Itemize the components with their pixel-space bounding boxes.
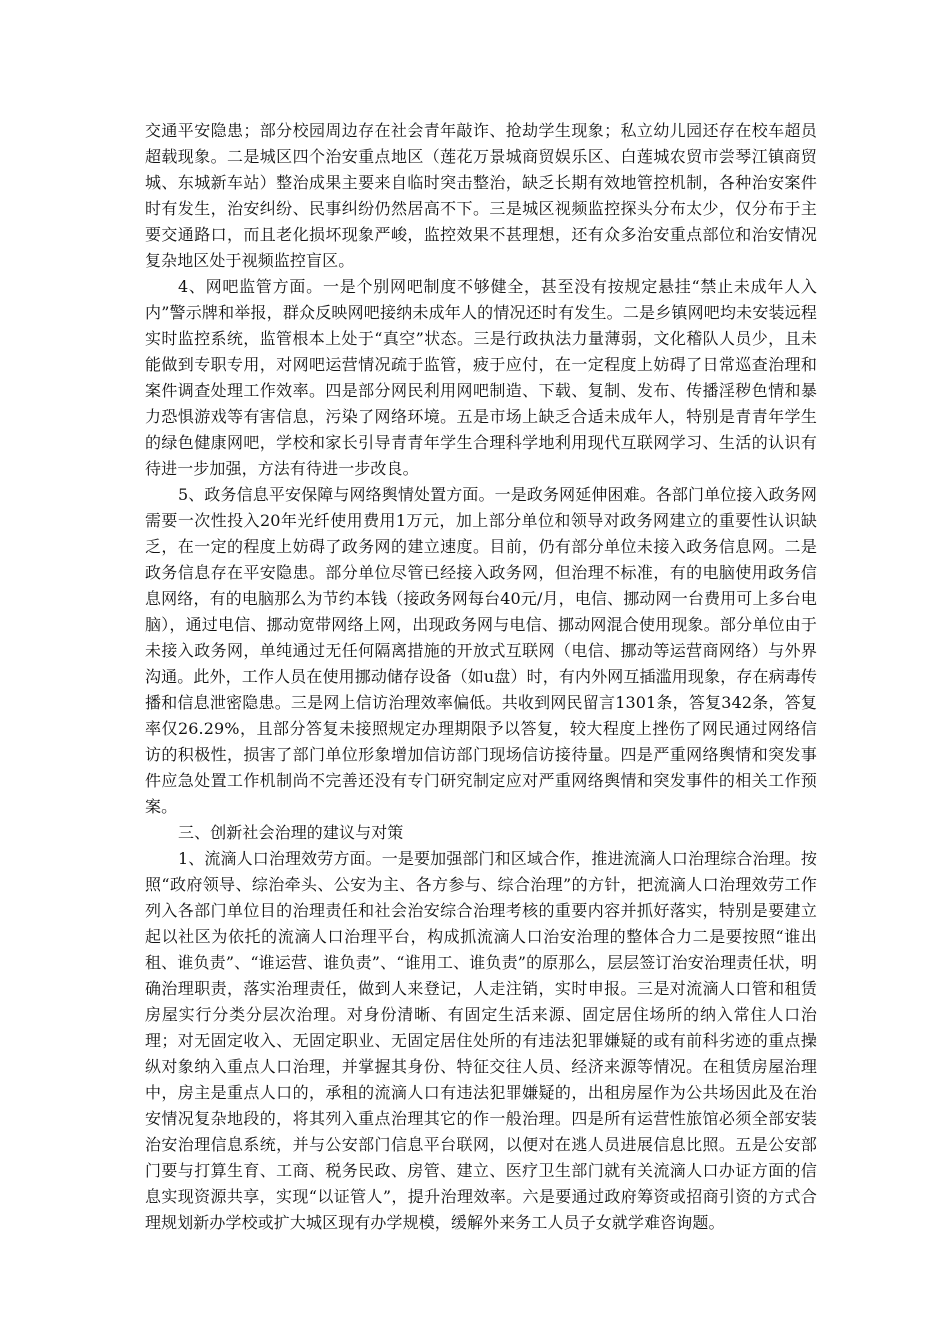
document-body bbox=[145, 118, 817, 1236]
paragraph-floating-population-service: 1、流滴人口治理效劳方面。一是要加强部门和区域合作，推进流滴人口治理综合治理。按照“政府领导、综治牵头、公安为主、各方参与、综合治理”的方针，把流滴人口治理效劳工作列入各部门单位目的治理责任和社会治安综合治理考核的重要内容并抓好落实，特别是要建立起以社区为依托的流滴人口治理平台，构成抓流滴人口治安治理的整体合力二是要按照“谁出租、谁负责”、“谁运营、谁负责”、“谁用工、谁负责”的原那么，层层签订治安治理责任状，明确治理职责，落实治理责任，做到人来登记，人走注销，实时申报。三是对流滴人口管和租赁房屋实行分类分层次治理。对身份清晰、有固定生活来源、固定居住场所的纳入常住人口治理；对无固定收入、无固定职业、无固定居住处所的有违法犯罪嫌疑的或有前科劣迹的重点操纵对象纳入重点人口治理，并掌握其身份、特征交往人员、经济来源等情况。在租赁房屋治理中，房主是重点人口的，承租的流滴人口有违法犯罪嫌疑的，出租房屋作为公共场因此及在治安情况复杂地段的，将其列入重点治理其它的作一般治理。四是所有运营性旅馆必须全部安装治安治理信息系统，并与公安部门信息平台联网，以便对在逃人员进展信息比照。五是公安部门要与打算生育、工商、税务民政、房管、建立、医疗卫生部门就有关流滴人口办证方面的信息实现资源共享，实现“以证管人”，提升治理效率。六是要通过政府筹资或招商引资的方式合理规划新办学校或扩大城区现有办学规模，缓解外来务工人员子女就学难咨询题。 bbox=[145, 849, 817, 1232]
paragraph-internet-cafe-supervision: 4、网吧监管方面。一是个别网吧制度不够健全，甚至没有按规定悬挂“禁止未成年人入内”警示牌和举报，群众反映网吧接纳未成年人的情况还时有发生。二是乡镇网吧均未安装远程实时监控系统，监管根本上处于“真空”状态。三是行政执法力量薄弱，文化稽队人员少，且未能做到专职专用，对网吧运营情况疏于监管，疲于应付，在一定程度上妨碍了日常巡查治理和案件调查处理工作效率。四是部分网民利用网吧制造、下载、复制、发布、传播淫秽色情和暴力恐惧游戏等有害信息，污染了网络环境。五是市场上缺乏合适未成年人，特别是青青年学生的绿色健康网吧，学校和家长引导青青年学生合理科学地利用现代互联网学习、生活的认识有待进一步加强，方法有待进一步改良。 bbox=[145, 277, 817, 478]
paragraph-public-order-hazards: 交通平安隐患；部分校园周边存在社会青年敲诈、抢劫学生现象；私立幼儿园还存在校车超员超载现象。二是城区四个治安重点地区（莲花万景城商贸娱乐区、白莲城农贸市尝琴江镇商贸城、东城新车站）整治成果主要来自临时突击整治，缺乏长期有效地管控机制，各种治安案件时有发生，治安纠纷、民事纠纷仍然居高不下。三是城区视频监控探头分布太少，仅分布于主要交通路口，而且老化损坏现象严峻，监控效果不甚理想，还有众多治安重点部位和治安情况复杂地区处于视频监控盲区。 bbox=[145, 121, 817, 270]
section-heading-suggestions: 三、创新社会治理的建议与对策 bbox=[178, 823, 404, 842]
paragraph-government-info-security: 5、政务信息平安保障与网络舆情处置方面。一是政务网延伸困难。各部门单位接入政务网需要一次性投入20年光纤使用费用1万元，加上部分单位和领导对政务网建立的重要性认识缺乏，在一定的程度上妨碍了政务网的建立速度。目前，仍有部分单位未接入政务信息网。二是政务信息存在平安隐患。部分单位尽管已经接入政务网，但治理不标准，有的电脑使用政务信息网络，有的电脑那么为节约本钱（接政务网每台40元/月，电信、挪动网一台费用可上多台电脑），通过电信、挪动宽带网络上网，出现政务网与电信、挪动网混合使用现象。部分单位由于未接入政务网，单纯通过无任何隔离措施的开放式互联网（电信、挪动等运营商网络）与外界沟通。此外，工作人员在使用挪动储存设备（如u盘）时，有内外网互插滥用现象，存在病毒传播和信息泄密隐患。三是网上信访治理效率偏低。共收到网民留言1301条，答复342条，答复率仅26.29%，且部分答复未接照规定办理期限予以答复，较大程度上挫伤了网民通过网络信访的积极性，损害了部门单位形象增加信访部门现场信访接待量。四是严重网络舆情和突发事件应急处置工作机制尚不完善还没有专门研究制定应对严重网络舆情和突发事件的相关工作预案。 bbox=[145, 485, 817, 816]
